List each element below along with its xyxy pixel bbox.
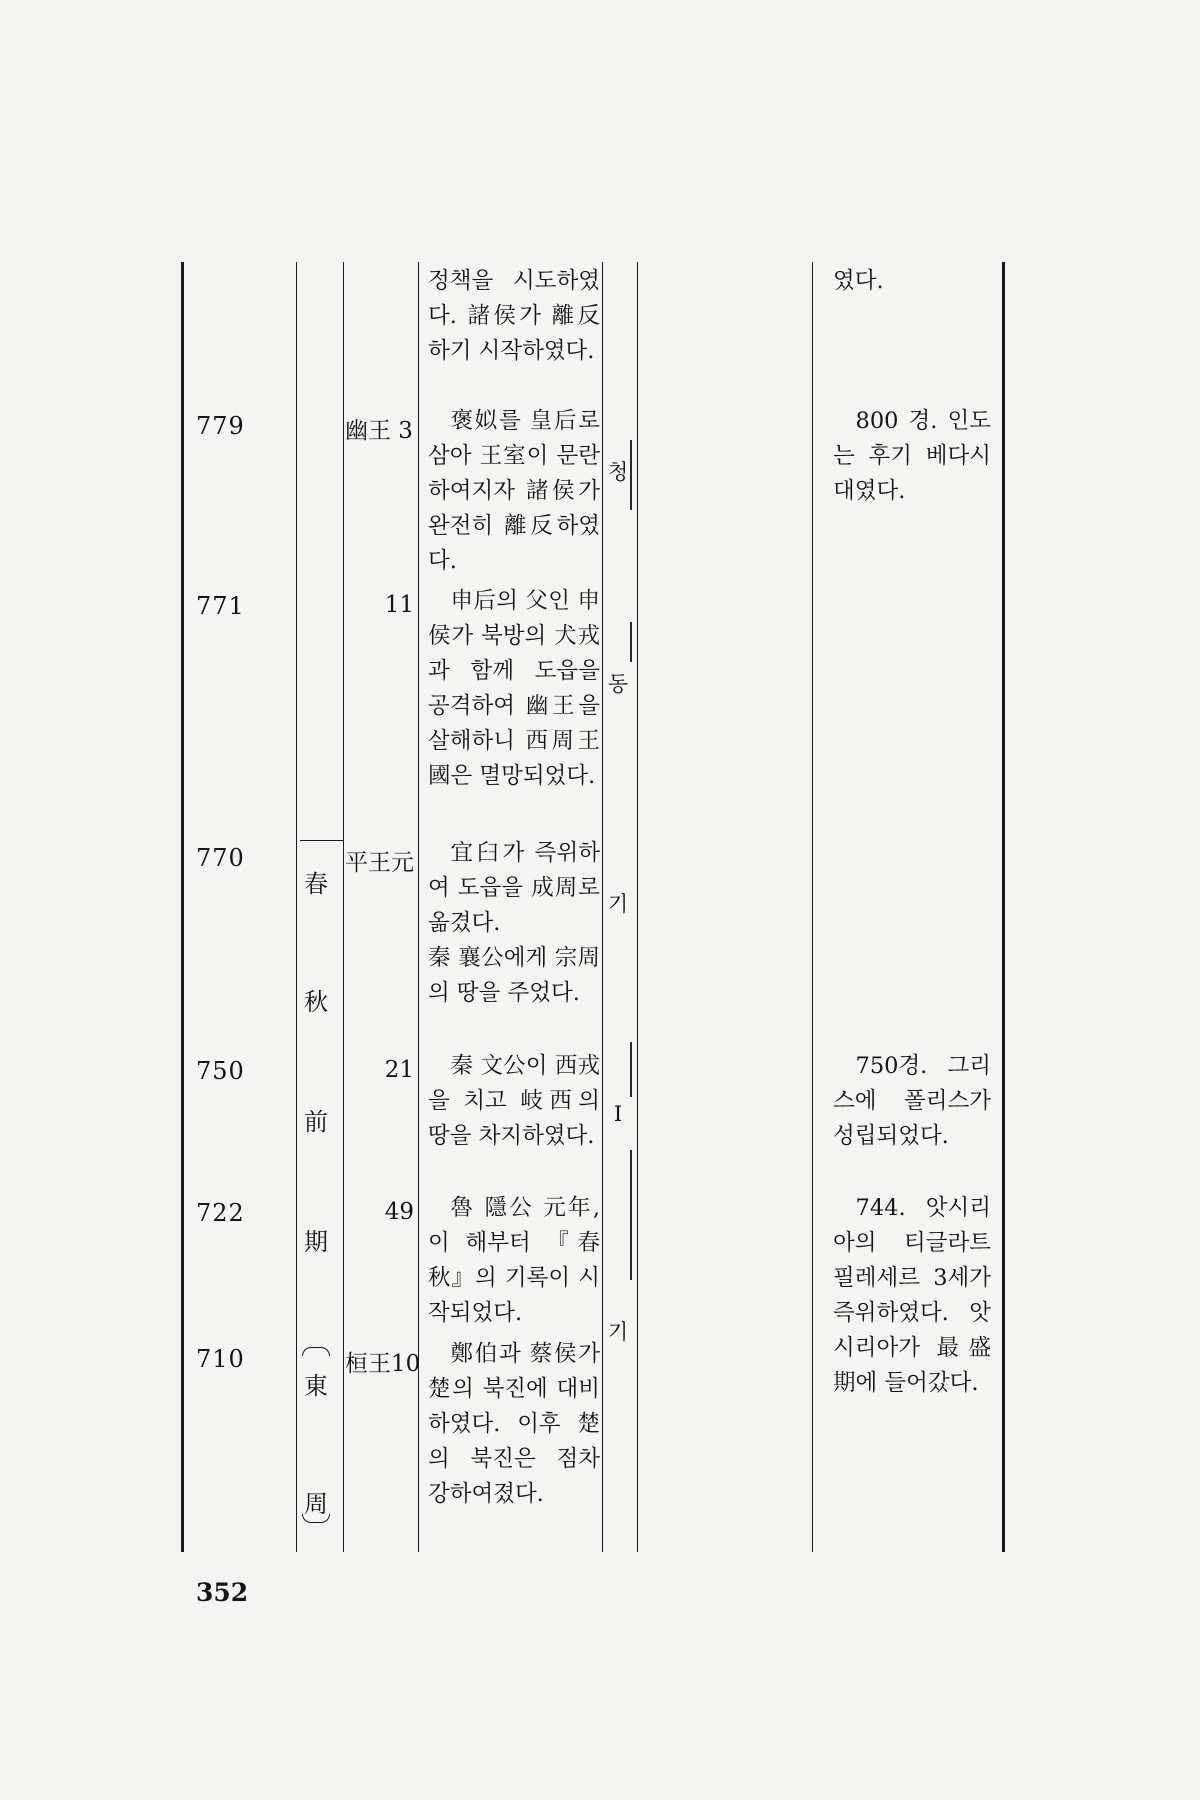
reign-cell: 49 bbox=[384, 1199, 414, 1225]
stage-column-rule bbox=[637, 262, 638, 1552]
reign-cell: 幽王 3 bbox=[345, 418, 413, 444]
world-event-cell bbox=[833, 1191, 991, 1401]
table-right-border bbox=[1002, 262, 1005, 1552]
event-paragraph: 秦 文公이 西戎을 치고 岐西의 땅을 차지하였다. bbox=[428, 1053, 600, 1149]
event-cell bbox=[428, 264, 600, 369]
stage-divider bbox=[630, 622, 632, 662]
period-char: 東 bbox=[304, 1372, 328, 1400]
stage-divider bbox=[630, 1042, 632, 1097]
page-number: 352 bbox=[196, 1578, 249, 1607]
event-paragraph: 秦 襄公에게 宗周의 땅을 주었다. bbox=[428, 945, 600, 1006]
event-cell bbox=[428, 404, 600, 579]
year-column-rule bbox=[296, 262, 297, 1552]
world-event-cell bbox=[833, 404, 991, 509]
reign-cell: 21 bbox=[384, 1057, 414, 1083]
event-cell bbox=[428, 1337, 600, 1512]
year-cell: 722 bbox=[196, 1199, 245, 1227]
world-event-text: 744. 앗시리아의 티글라트 필레세르 3세가 즉위하였다. 앗시리아가 最盛期에 들어갔다. bbox=[833, 1195, 991, 1396]
event-cell bbox=[428, 584, 600, 794]
close-paren bbox=[302, 1514, 330, 1523]
event-cell bbox=[428, 1049, 600, 1154]
period-char: 周 bbox=[304, 1490, 328, 1518]
world-column-left-rule bbox=[812, 262, 813, 1552]
event-cell bbox=[428, 836, 600, 1011]
world-event-cell bbox=[833, 1049, 991, 1154]
period-char: 前 bbox=[304, 1108, 328, 1136]
stage-char: 기 bbox=[607, 892, 629, 916]
stage-char: 동 bbox=[607, 672, 629, 696]
year-cell: 779 bbox=[196, 412, 245, 440]
stage-divider bbox=[630, 1150, 632, 1280]
event-paragraph: 宜臼가 즉위하여 도읍을 成周로 옮겼다. bbox=[428, 840, 600, 936]
reign-cell: 桓王10 bbox=[345, 1351, 421, 1377]
event-paragraph: 褒姒를 皇后로 삼아 王室이 문란하여지자 諸侯가 완전히 離反하였다. bbox=[428, 408, 600, 574]
year-cell: 710 bbox=[196, 1345, 245, 1373]
period-char: 秋 bbox=[304, 988, 328, 1016]
reign-cell: 11 bbox=[384, 592, 414, 618]
stage-char: 청 bbox=[607, 460, 629, 484]
event-paragraph: 魯 隱公 元年, 이 해부터 『春秋』의 기록이 시작되었다. bbox=[428, 1195, 600, 1326]
stage-char: I bbox=[613, 1102, 623, 1126]
world-event-text: 800 경. 인도는 후기 베다시대였다. bbox=[833, 408, 991, 504]
world-event-text: 였다. bbox=[833, 268, 884, 294]
table-left-border bbox=[181, 262, 184, 1552]
event-cell bbox=[428, 1191, 600, 1331]
event-paragraph: 申后의 父인 申侯가 북방의 犬戎과 함께 도읍을 공격하여 幽王을 살해하니 西周王國은 멸망되었다. bbox=[428, 588, 600, 789]
period-start-rule bbox=[300, 840, 344, 841]
stage-divider bbox=[630, 440, 632, 510]
world-event-cell bbox=[833, 264, 991, 299]
event-paragraph: 鄭伯과 蔡侯가 楚의 북진에 대비하였다. 이후 楚의 북진은 점차 강하여졌다. bbox=[428, 1341, 600, 1507]
period-char: 春 bbox=[304, 870, 328, 898]
open-paren bbox=[302, 1347, 330, 1356]
year-cell: 771 bbox=[196, 592, 245, 620]
world-event-text: 750경. 그리스에 폴리스가 성립되었다. bbox=[833, 1053, 991, 1149]
period-char: 期 bbox=[304, 1228, 328, 1256]
event-column-rule bbox=[602, 262, 603, 1552]
year-cell: 750 bbox=[196, 1057, 245, 1085]
stage-char: 기 bbox=[607, 1320, 629, 1344]
event-paragraph: 정책을 시도하였다. 諸侯가 離反하기 시작하였다. bbox=[428, 268, 600, 364]
year-cell: 770 bbox=[196, 844, 245, 872]
reign-cell: 平王元 bbox=[345, 850, 414, 876]
